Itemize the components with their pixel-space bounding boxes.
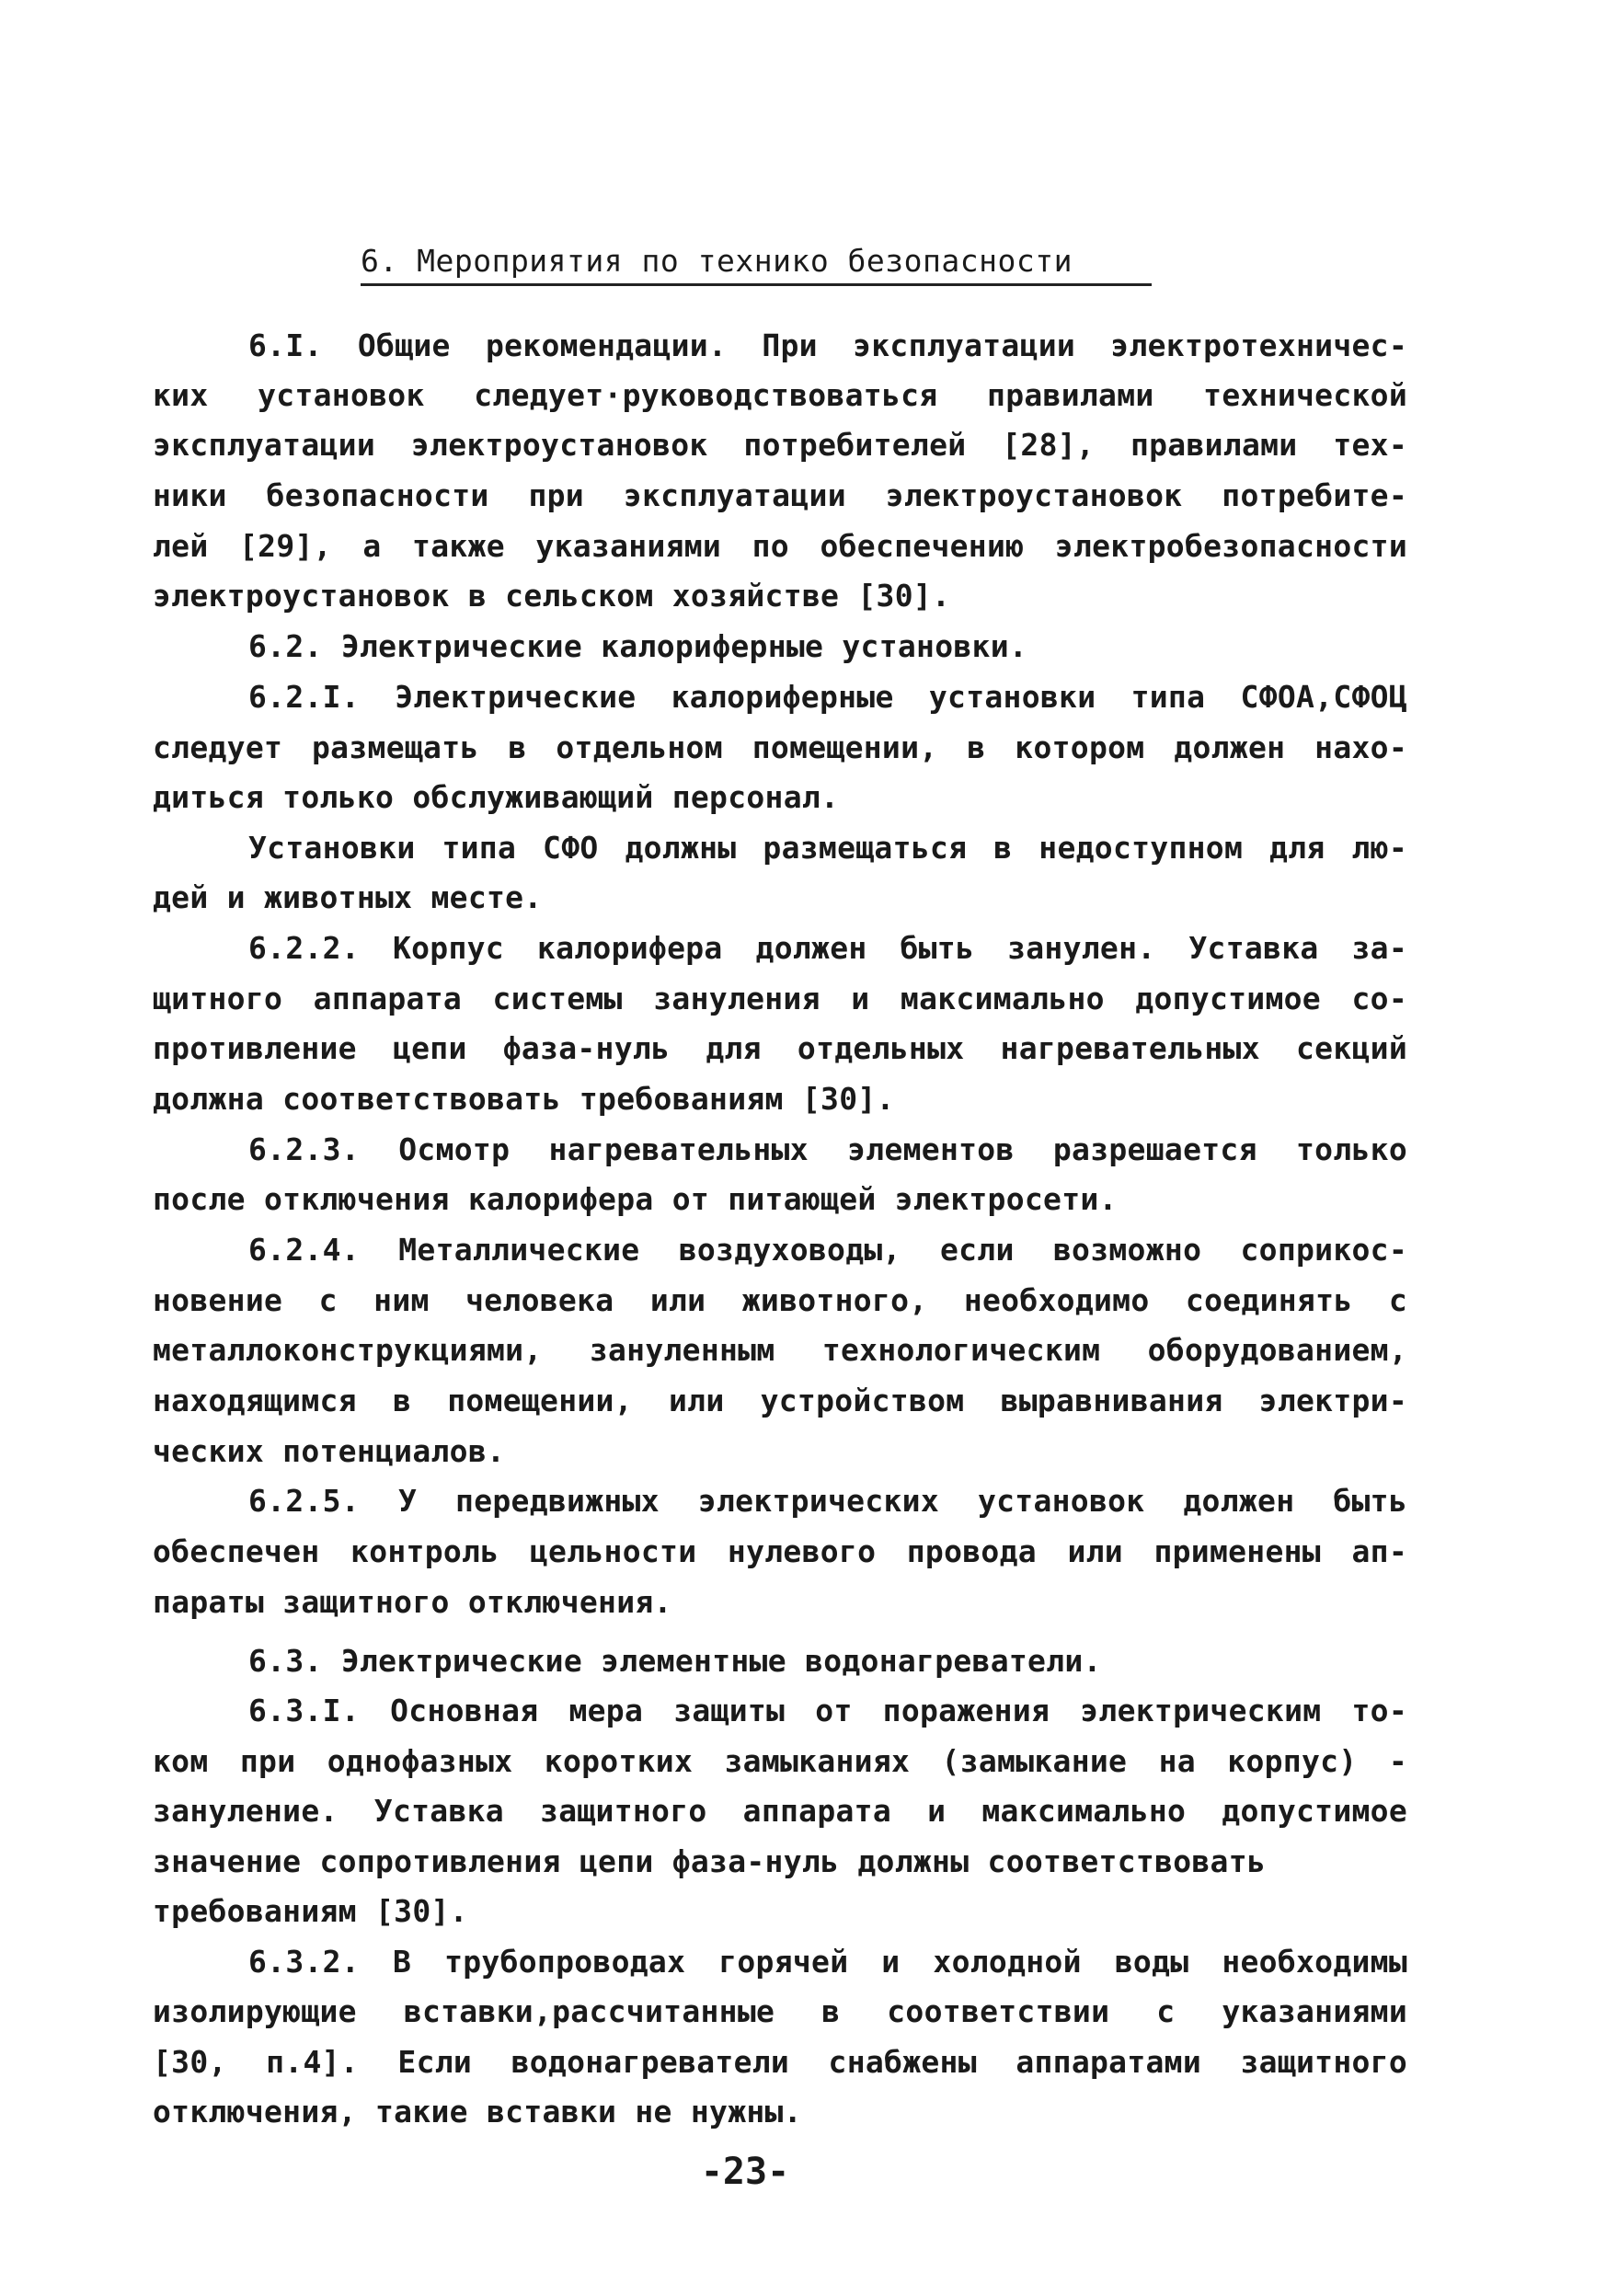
text-line: обеспечен контроль цельности нулевого провода или применены ап-: [153, 1533, 1407, 1569]
text-line: дей и животных месте.: [153, 879, 543, 915]
text-line: находящимся в помещении, или устройством выравнивания электри-: [153, 1383, 1407, 1418]
page-number: -23-: [700, 2151, 790, 2193]
text-line: металлоконструкциями, зануленным технологическим оборудованием,: [153, 1332, 1407, 1368]
subsection-heading: 6.2. Электрические калориферные установки.: [248, 628, 1028, 664]
text-line: следует размещать в отдельном помещении, в котором должен нахо-: [153, 729, 1407, 765]
text-line: 6.2.5. У передвижных электрических установок должен быть: [248, 1483, 1407, 1519]
text-line: новение с ним человека или животного, необходимо соединять с: [153, 1282, 1407, 1318]
text-line: зануление. Уставка защитного аппарата и максимально допустимое: [153, 1793, 1407, 1829]
text-line: электроустановок в сельском хозяйстве [30].: [153, 578, 951, 614]
text-line: Установки типа СФО должны размещаться в недоступном для лю-: [248, 830, 1407, 866]
text-line: 6.2.3. Осмотр нагревательных элементов разрешается только: [248, 1131, 1407, 1167]
text-line: отключения, такие вставки не нужны.: [153, 2094, 802, 2130]
text-line: щитного аппарата системы зануления и максимально допустимое со-: [153, 981, 1407, 1016]
text-line: должна соответствовать требованиям [30].: [153, 1081, 895, 1117]
text-line: после отключения калорифера от питающей электросети.: [153, 1181, 1118, 1217]
text-line: значение сопротивления цепи фаза-нуль должны соответствовать: [153, 1843, 1267, 1879]
text-line: изолирующие вставки,рассчитанные в соответствии с указаниями: [153, 1993, 1407, 2029]
text-line: ком при однофазных коротких замыканиях (замыкание на корпус) -: [153, 1743, 1407, 1779]
text-line: ческих потенциалов.: [153, 1433, 506, 1469]
text-line: 6.2.4. Металлические воздуховоды, если возможно соприкос-: [248, 1232, 1407, 1268]
text-line: диться только обслуживающий персонал.: [153, 779, 840, 815]
text-line: эксплуатации электроустановок потребителей [28], правилами тех-: [153, 427, 1407, 463]
text-line: лей [29], а также указаниями по обеспечению электробезопасности: [153, 528, 1407, 564]
text-line: 6.3.I. Основная мера защиты от поражения электрическим то-: [248, 1693, 1407, 1728]
subsection-heading: 6.3. Электрические элементные водонагреватели.: [248, 1643, 1102, 1679]
text-line: противление цепи фаза-нуль для отдельных нагревательных секций: [153, 1030, 1407, 1066]
text-line: ники безопасности при эксплуатации электроустановок потребите-: [153, 477, 1407, 513]
section-heading: 6. Мероприятия по технико безопасности: [361, 241, 1152, 286]
text-line: 6.3.2. В трубопроводах горячей и холодной воды необходимы: [248, 1944, 1407, 1980]
text-line: требованиям [30].: [153, 1893, 468, 1929]
text-line: 6.2.2. Корпус калорифера должен быть занулен. Уставка за-: [248, 930, 1407, 966]
text-line: 6.I. Общие рекомендации. При эксплуатации электротехничес-: [248, 327, 1407, 363]
text-line: [30, п.4]. Если водонагреватели снабжены аппаратами защитного: [153, 2044, 1407, 2080]
text-line: 6.2.I. Электрические калориферные установки типа СФОА,СФОЦ: [248, 679, 1407, 715]
text-line: ких установок следует·руководствоваться правилами технической: [153, 377, 1407, 413]
text-line: параты защитного отключения.: [153, 1584, 672, 1620]
